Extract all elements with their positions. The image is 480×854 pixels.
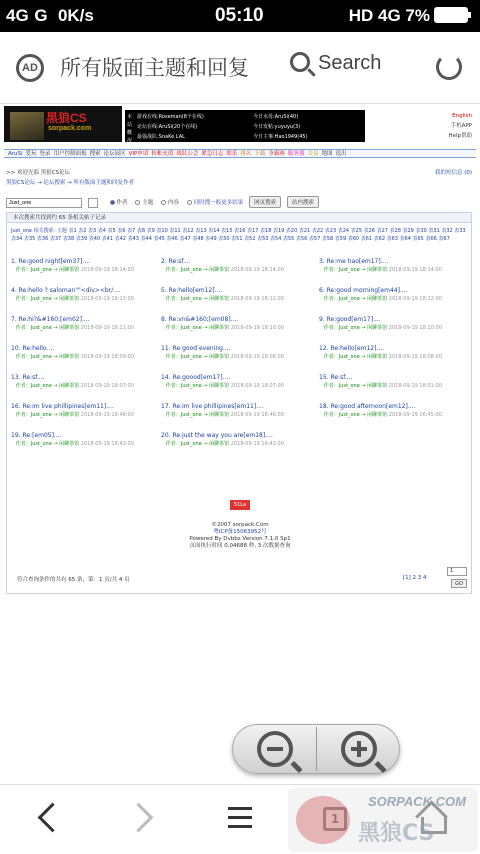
header-links — [448, 111, 472, 141]
page-index-links[interactable]: Just_one 相关搜索: 主题 表1 表2 表3 表4 表5 表6 表7 表8 表9 表10 表11 表12 表13 表14 表15 表16 表17 表18 表19 表20 表21 表22 表23 表24 表25 表26 表27 表28 表29 表30 表31 表32 表33 表34 表35 表36 表37 表38 表39 表40 表41 表42 表43 表44 表45 表46 表47 表48 表49 表50 表51 表52 表53 表54 表55 表56 表57 表58 表59 表60 表61 表62 表63 表64 表65 表66 表67 — [11, 228, 466, 242]
result-number: 9. — [319, 316, 325, 323]
result-number: 7. — [11, 316, 17, 323]
extra-search-link[interactable]: 同时搜一般更多结果 — [193, 200, 244, 206]
go-button[interactable]: GO — [451, 579, 467, 588]
result-title-link[interactable]: Re:hello.... — [22, 345, 55, 352]
nav-item[interactable]: 登录 — [39, 151, 51, 157]
result-author-link[interactable]: 作者：Just_one — [15, 296, 52, 302]
result-title-link[interactable]: Re:good[em17].... — [326, 316, 381, 323]
result-date: 2018-09-19 18:12:00 — [230, 296, 284, 302]
result-number: 16. — [11, 403, 21, 410]
result-date: 2018-09-19 18:08:00 — [388, 354, 442, 360]
result-title-link[interactable]: Re:hello[em12].... — [330, 345, 385, 352]
result-forum-link[interactable]: 闲聊茶馆 — [59, 267, 80, 273]
nav-item[interactable]: 退出 — [335, 151, 347, 157]
result-title-link[interactable]: Re:hello ? saloman""<div><br/.... — [18, 287, 121, 294]
help-link[interactable]: Help帮助 — [448, 133, 472, 139]
browser-url-bar — [0, 32, 480, 104]
result-item: 2. Re:sf.... 作者：Just_one → 闲聊茶馆 2018-09-19 18:14:00 — [161, 258, 284, 273]
pagination[interactable]: [1] 2 3 4 — [403, 575, 427, 581]
search-icon — [290, 52, 310, 72]
search-label: Search — [318, 52, 382, 74]
result-item: 11. Re:good evening.... 作者：Just_one → 闲聊茶馆 2018-09-19 18:08:00 — [161, 345, 284, 360]
result-title-link[interactable]: Re:just the way you are[em18].... — [172, 432, 273, 439]
result-title-link[interactable]: Re:me hao[em17].... — [326, 258, 389, 265]
result-date: 2018-09-19 18:14:00 — [80, 267, 134, 273]
info-col-2 — [253, 112, 365, 142]
result-author-link[interactable]: 作者：Just_one — [323, 354, 360, 360]
logo-subtitle: sorpack.com — [48, 125, 92, 132]
result-date: 2018-09-19 16:48:00 — [80, 412, 134, 418]
result-date: 2018-09-19 16:45:00 — [388, 412, 442, 418]
result-item: 3. Re:me hao[em17].... 作者：Just_one → 闲聊茶馆 2018-09-19 18:14:00 — [319, 258, 442, 273]
results-count: 符合查询条件的共有 65 条，第：1 页/共 4 页 — [17, 577, 130, 583]
nav-item[interactable]: 论坛展区 — [103, 151, 126, 157]
result-author-link[interactable]: 作者：Just_one — [323, 412, 360, 418]
result-author-link[interactable]: 作者：Just_one — [323, 325, 360, 331]
info-cell[interactable]: 今日发帖:yuyuyu(3) — [253, 124, 301, 130]
goto-page-input[interactable]: 1 — [447, 567, 467, 576]
info-cell[interactable]: 游戏在线:Roseman(8个在线) — [137, 114, 204, 120]
results-header: 本次搜索共找到约 65 条相关帖子记录 — [7, 213, 471, 223]
result-date: 2018-09-19 18:12:00 — [388, 296, 442, 302]
result-number: 13. — [11, 374, 21, 381]
result-title-link[interactable]: Re:im live phillipines[em11].... — [172, 403, 264, 410]
copyright-line: ©2007 sorpack.Com — [211, 522, 269, 528]
result-author-link[interactable]: 作者：Just_one — [15, 354, 52, 360]
result-title-link[interactable]: Re:im live phillipines[em11].... — [22, 403, 114, 410]
url-field[interactable]: 所有版面主题和回复 — [60, 56, 249, 80]
result-item: 12. Re:hello[em12].... 作者：Just_one → 闲聊茶馆 2018-09-19 18:08:00 — [319, 345, 442, 360]
result-author-link[interactable]: 作者：Just_one — [165, 412, 202, 418]
status-bar — [0, 0, 480, 32]
result-number: 12. — [319, 345, 329, 352]
result-forum-link[interactable]: 闲聊茶馆 — [59, 354, 80, 360]
nav-item[interactable]: 用户控制面板 — [53, 151, 87, 157]
info-cell[interactable]: 今日主事:Hao1949(45) — [253, 134, 308, 140]
result-date: 2018-09-19 18:01:00 — [388, 383, 442, 389]
result-number: 4. — [11, 287, 17, 294]
result-date: 2018-09-19 18:09:00 — [80, 354, 134, 360]
result-author-link[interactable]: 作者：Just_one — [15, 325, 52, 331]
result-date: 2018-09-19 18:14:00 — [388, 267, 442, 273]
watermark-logo — [288, 788, 478, 852]
result-title-link[interactable]: Re:hi?&#160;[em02].... — [18, 316, 90, 323]
radio-author[interactable] — [110, 200, 115, 205]
result-forum-link[interactable]: 闲聊茶馆 — [209, 267, 230, 273]
menu-icon[interactable] — [228, 803, 252, 833]
info-cell[interactable]: 论坛在线:AruSi(20个在线) — [137, 124, 198, 130]
nav-item[interactable]: AruSi — [8, 151, 23, 157]
result-author-link[interactable]: 作者：Just_one — [165, 383, 202, 389]
radio-extra[interactable] — [187, 200, 192, 205]
result-title-link[interactable]: Re:[em05].... — [22, 432, 62, 439]
result-forum-link[interactable]: 闲聊茶馆 — [209, 325, 230, 331]
result-item: 7. Re:hi?&#160;[em02].... 作者：Just_one → 闲聊茶馆 2018-09-19 18:11:00 — [11, 316, 134, 331]
nav-item[interactable]: 战队公会 — [176, 151, 199, 157]
result-number: 20. — [161, 432, 171, 439]
result-item: 4. Re:hello ? saloman""<div><br/.... 作者：Just_one → 闲聊茶馆 2018-09-19 18:13:00 — [11, 287, 134, 302]
result-forum-link[interactable]: 闲聊茶馆 — [59, 383, 80, 389]
radio-author-label: 作者 — [116, 200, 128, 206]
result-item: 20. Re:just the way you are[em18].... 作者：Just_one → 闲聊茶馆 2018-09-19 16:42:00 — [161, 432, 284, 447]
result-title-link[interactable]: Re:good morning[em44].... — [326, 287, 408, 294]
radio-topic[interactable] — [135, 200, 140, 205]
battery-icon — [434, 7, 468, 23]
adblock-icon[interactable]: AD — [16, 54, 44, 82]
nav-item[interactable]: 娱乐 — [226, 151, 238, 157]
clock: 05:10 — [215, 5, 264, 26]
result-number: 2. — [161, 258, 167, 265]
info-col-1 — [137, 112, 249, 142]
result-forum-link[interactable]: 闲聊茶馆 — [209, 354, 230, 360]
info-cell[interactable]: 今日水母:AruSi(40) — [253, 114, 299, 120]
site-info-table — [125, 110, 365, 142]
powered-by: Powered By Dvbbs Version 7.1.0 Sp1 — [189, 536, 291, 542]
result-number: 10. — [11, 345, 21, 352]
result-number: 17. — [161, 403, 171, 410]
result-item: 6. Re:good morning[em44].... 作者：Just_one → 闲聊茶馆 2018-09-19 18:12:00 — [319, 287, 442, 302]
result-item: 13. Re:sf.... 作者：Just_one → 闲聊茶馆 2018-09-19 18:07:00 — [11, 374, 134, 389]
result-number: 1. — [11, 258, 17, 265]
info-cell[interactable]: 最强战队:SnaKe LAL — [137, 134, 185, 140]
site-logo[interactable] — [4, 106, 122, 142]
logo-title: 黑狼CS — [46, 111, 87, 125]
web-page — [4, 104, 476, 784]
radio-topic-label: 主题 — [142, 200, 154, 206]
nav-item[interactable]: 服务器 — [287, 151, 305, 157]
exec-time: 页面执行时间 0.04688 秒, 3 次数据查询 — [189, 543, 291, 549]
result-forum-link[interactable]: 闲聊茶馆 — [367, 354, 388, 360]
back-icon[interactable] — [38, 803, 58, 833]
result-item: 1. Re:good night[em37].... 作者：Just_one → 闲聊茶馆 2018-09-19 18:14:00 — [11, 258, 134, 273]
result-title-link[interactable]: Re:good evening.... — [172, 345, 231, 352]
zoom-out-button[interactable] — [257, 731, 293, 767]
zoom-control — [232, 724, 400, 774]
search-type-select[interactable] — [88, 198, 98, 208]
result-author-link[interactable]: 作者：Just_one — [323, 296, 360, 302]
radio-content-label: 内容 — [168, 200, 180, 206]
result-number: 5. — [161, 287, 167, 294]
search-input[interactable] — [6, 198, 82, 208]
copyright-footer — [4, 522, 476, 550]
result-forum-link[interactable]: 闲聊茶馆 — [209, 383, 230, 389]
result-item: 5. Re:hello[em12].... 作者：Just_one → 闲聊茶馆 2018-09-19 18:12:00 — [161, 287, 284, 302]
result-number: 18. — [319, 403, 329, 410]
forum-nav-bar — [4, 149, 476, 158]
result-date: 2018-09-19 18:07:00 — [80, 383, 134, 389]
site-search-button[interactable]: 站内搜索 — [287, 196, 319, 208]
nav-item[interactable]: VIP申请 — [128, 151, 149, 157]
result-date: 2018-09-19 18:10:00 — [388, 325, 442, 331]
result-author-link[interactable]: 作者：Just_one — [165, 354, 202, 360]
result-title-link[interactable]: Re:sf.... — [22, 374, 45, 381]
result-author-link[interactable]: 作者：Just_one — [323, 267, 360, 273]
result-author-link[interactable]: 作者：Just_one — [15, 441, 52, 447]
nav-item[interactable]: 转帐充值 — [151, 151, 174, 157]
result-item: 10. Re:hello.... 作者：Just_one → 闲聊茶馆 2018-09-19 18:09:00 — [11, 345, 134, 360]
result-author-link[interactable]: 作者：Just_one — [165, 325, 202, 331]
soldier-image — [10, 112, 44, 140]
result-title-link[interactable]: Re:sf.... — [330, 374, 353, 381]
result-forum-link[interactable]: 闲聊茶馆 — [59, 441, 80, 447]
result-date: 2018-09-19 18:11:00 — [80, 325, 134, 331]
result-forum-link[interactable]: 闲聊茶馆 — [367, 412, 388, 418]
result-author-link[interactable]: 作者：Just_one — [15, 412, 52, 418]
result-item: 19. Re:[em05].... 作者：Just_one → 闲聊茶馆 2018-09-19 16:43:00 — [11, 432, 134, 447]
nav-item[interactable]: 紧急日志 — [201, 151, 224, 157]
result-title-link[interactable]: Re:good afternoon[em12].... — [330, 403, 416, 410]
info-side-label: 本站概况 — [127, 114, 133, 144]
result-title-link[interactable]: Re:good night[em37].... — [18, 258, 91, 265]
zoom-in-button[interactable] — [341, 731, 377, 767]
result-forum-link[interactable]: 闲聊茶馆 — [59, 325, 80, 331]
result-date: 2018-09-19 18:13:00 — [80, 296, 134, 302]
nav-item[interactable]: 排名 — [240, 151, 252, 157]
result-date: 2018-09-19 16:43:00 — [80, 441, 134, 447]
result-forum-link[interactable]: 闲聊茶馆 — [59, 412, 80, 418]
battery-text: HD 4G 7% — [348, 6, 430, 25]
result-item: 16. Re:im live phillipines[em11].... 作者：Just_one → 闲聊茶馆 2018-09-19 16:48:00 — [11, 403, 134, 418]
network-status: 4G G 0K/s — [6, 6, 94, 25]
result-title-link[interactable]: Re:goood[em17].... — [172, 374, 231, 381]
result-forum-link[interactable]: 闲聊茶馆 — [367, 325, 388, 331]
nav-item[interactable]: 争霸赛 — [268, 151, 285, 157]
result-author-link[interactable]: 作者：Just_one — [165, 296, 202, 302]
result-title-link[interactable]: Re:sf.... — [168, 258, 191, 265]
result-item: 15. Re:sf.... 作者：Just_one → 闲聊茶馆 2018-09-19 18:01:00 — [319, 374, 442, 389]
result-title-link[interactable]: Re:vn&#160;[em08].... — [168, 316, 239, 323]
messages-link[interactable]: 我的短信息 (0) — [434, 170, 472, 176]
nav-item[interactable]: 爱玩 — [25, 151, 37, 157]
result-item: 8. Re:vn&#160;[em08].... 作者：Just_one → 闲聊茶馆 2018-09-19 18:10:00 — [161, 316, 284, 331]
radio-content[interactable] — [161, 200, 166, 205]
stats-badge[interactable]: 51La — [230, 500, 250, 510]
result-forum-link[interactable]: 闲聊茶馆 — [209, 441, 230, 447]
result-number: 11. — [161, 345, 171, 352]
watermark-title: 黑狼CS — [358, 821, 435, 846]
result-author-link[interactable]: 作者：Just_one — [165, 441, 202, 447]
result-number: 8. — [161, 316, 167, 323]
result-number: 6. — [319, 287, 325, 294]
result-author-link[interactable]: 作者：Just_one — [165, 267, 202, 273]
result-date: 2018-09-19 18:10:00 — [230, 325, 284, 331]
result-number: 15. — [319, 374, 329, 381]
result-forum-link[interactable]: 闲聊茶馆 — [367, 383, 388, 389]
welcome-breadcrumb: >> 欢迎光临 黑狼CS论坛 — [6, 170, 71, 176]
result-title-link[interactable]: Re:hello[em12].... — [168, 287, 223, 294]
site-header — [4, 104, 476, 144]
result-item: 18. Re:good afternoon[em12].... 作者：Just_one → 闲聊茶馆 2018-09-19 16:45:00 — [319, 403, 442, 418]
result-forum-link[interactable]: 闲聊茶馆 — [209, 412, 230, 418]
search-form — [6, 196, 319, 208]
result-author-link[interactable]: 作者：Just_one — [15, 383, 52, 389]
result-date: 2018-09-19 18:07:00 — [230, 383, 284, 389]
result-forum-link[interactable]: 闲聊茶馆 — [367, 296, 388, 302]
nav-item[interactable]: 搜索 — [89, 151, 101, 157]
breadcrumb[interactable]: 黑狼CS论坛 → 论坛搜索 → 所有版面主题和回复作者 — [6, 180, 135, 186]
search-button[interactable] — [290, 52, 381, 75]
result-date: 2018-09-19 16:46:00 — [230, 412, 284, 418]
result-item: 9. Re:good[em17].... 作者：Just_one → 闲聊茶馆 2018-09-19 18:10:00 — [319, 316, 442, 331]
result-author-link[interactable]: 作者：Just_one — [323, 383, 360, 389]
result-date: 2018-09-19 18:14:00 — [230, 267, 284, 273]
result-forum-link[interactable]: 闲聊茶馆 — [59, 296, 80, 302]
nav-item[interactable]: 交易 — [307, 151, 319, 157]
watermark-text: SORPACK.COM — [368, 794, 466, 809]
result-forum-link[interactable]: 闲聊茶馆 — [367, 267, 388, 273]
web-search-button[interactable]: 网页搜索 — [249, 196, 281, 208]
result-item: 17. Re:im live phillipines[em11].... 作者：Just_one → 闲聊茶馆 2018-09-19 16:46:00 — [161, 403, 284, 418]
reload-icon[interactable] — [436, 54, 462, 80]
app-link[interactable]: 手机APP — [450, 123, 472, 129]
icp-link[interactable]: 粤ICP备15063952号 — [213, 529, 267, 535]
result-number: 19. — [11, 432, 21, 439]
forward-icon[interactable] — [130, 803, 150, 833]
nav-item[interactable]: 地图 — [321, 151, 333, 157]
result-item: 14. Re:goood[em17].... 作者：Just_one → 闲聊茶馆 2018-09-19 18:07:00 — [161, 374, 284, 389]
result-date: 2018-09-19 16:42:00 — [230, 441, 284, 447]
nav-item[interactable]: 下载 — [254, 151, 266, 157]
result-author-link[interactable]: 作者：Just_one — [15, 267, 52, 273]
english-link[interactable]: English — [452, 113, 472, 119]
result-number: 3. — [319, 258, 325, 265]
battery-status — [349, 6, 468, 26]
result-forum-link[interactable]: 闲聊茶馆 — [209, 296, 230, 302]
result-number: 14. — [161, 374, 171, 381]
result-date: 2018-09-19 18:08:00 — [230, 354, 284, 360]
